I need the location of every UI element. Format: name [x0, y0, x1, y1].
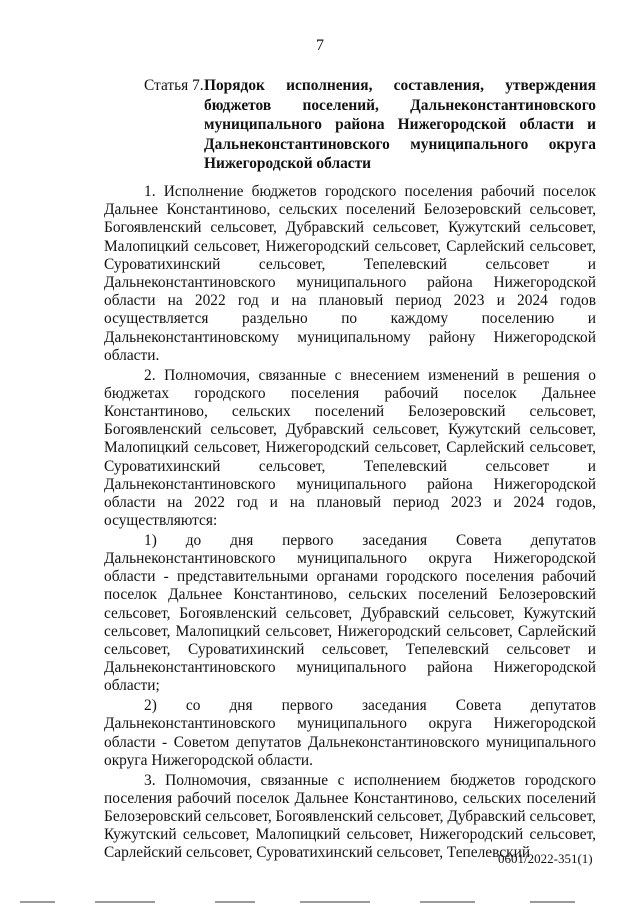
scan-edge-marks: [0, 899, 640, 905]
page-number: 7: [316, 37, 324, 54]
paragraph-2: 2. Полномочия, связанные с внесением изменений в решения о бюджетах городского поселения рабочий поселок Дальнее Константиново, сельских поселений Белозеровский сельсовет, Богоявленский сельсовет, Дубравский сельсовет, Кужутский сельсовет, Малопицкий сельсовет, Нижегородский сельсовет, Сарлейский сельсовет, Суроватихинский сельсовет, Тепелевский сельсовет и Дальнеконстантиновского муниципального района Нижегородской области на 2022 год и на плановый период 2023 и 2024 годов, осуществляются:: [104, 366, 596, 530]
paragraph-1: 1. Исполнение бюджетов городского поселения рабочий поселок Дальнее Константиново, сельских поселений Белозеровский сельсовет, Богоявленский сельсовет, Дубравский сельсовет, Кужутский сельсовет, Малопицкий сельсовет, Нижегородский сельсовет, Сарлейский сельсовет, Суроватихинский сельсовет, Тепелевский сельсовет и Дальнеконстантиновского муниципального района Нижегородской области на 2022 год и на плановый период 2023 и 2024 годов осуществляется раздельно по каждому поселению и Дальнеконстантиновскому муниципальному району Нижегородской области.: [104, 183, 596, 364]
article-heading: [144, 76, 596, 174]
subparagraph-1: 1) до дня первого заседания Совета депутатов Дальнеконстантиновского муниципального округа Нижегородской области - представительными органами городского поселения рабочий поселок Дальнее Константиново, сельских поселений Белозеровский сельсовет, Богоявленский сельсовет, Дубравский сельсовет, Кужутский сельсовет, Малопицкий сельсовет, Нижегородский сельсовет, Сарлейский сельсовет, Суроватихинский сельсовет, Тепелевский сельсовет и Дальнеконстантиновского муниципального района Нижегородской области;: [104, 531, 596, 695]
article-label: Статья 7.: [144, 77, 204, 94]
article-title: Порядок исполнения, составления, утверждения бюджетов поселений, Дальнеконстантиновского муниципального района Нижегородской области и Дальнеконстантиновского муниципального округа Нижегородской области: [204, 77, 596, 172]
subparagraph-2: 2) со дня первого заседания Совета депутатов Дальнеконстантиновского муниципального округа Нижегородской области - Советом депутатов Дальнеконстантиновского муниципального округа Нижегородской области.: [104, 697, 596, 769]
paragraph-3: 3. Полномочия, связанные с исполнением бюджетов городского поселения рабочий поселок Дальнее Константиново, сельских поселений Белозеровский сельсовет, Богоявленский сельсовет, Дубравский сельсовет, Кужутский сельсовет, Малопицкий сельсовет, Нижегородский сельсовет, Сарлейский сельсовет, Суроватихинский сельсовет, Тепелевский: [104, 771, 596, 862]
document-body: [104, 183, 596, 864]
document-code: 0601/2022-351(1): [498, 851, 593, 866]
